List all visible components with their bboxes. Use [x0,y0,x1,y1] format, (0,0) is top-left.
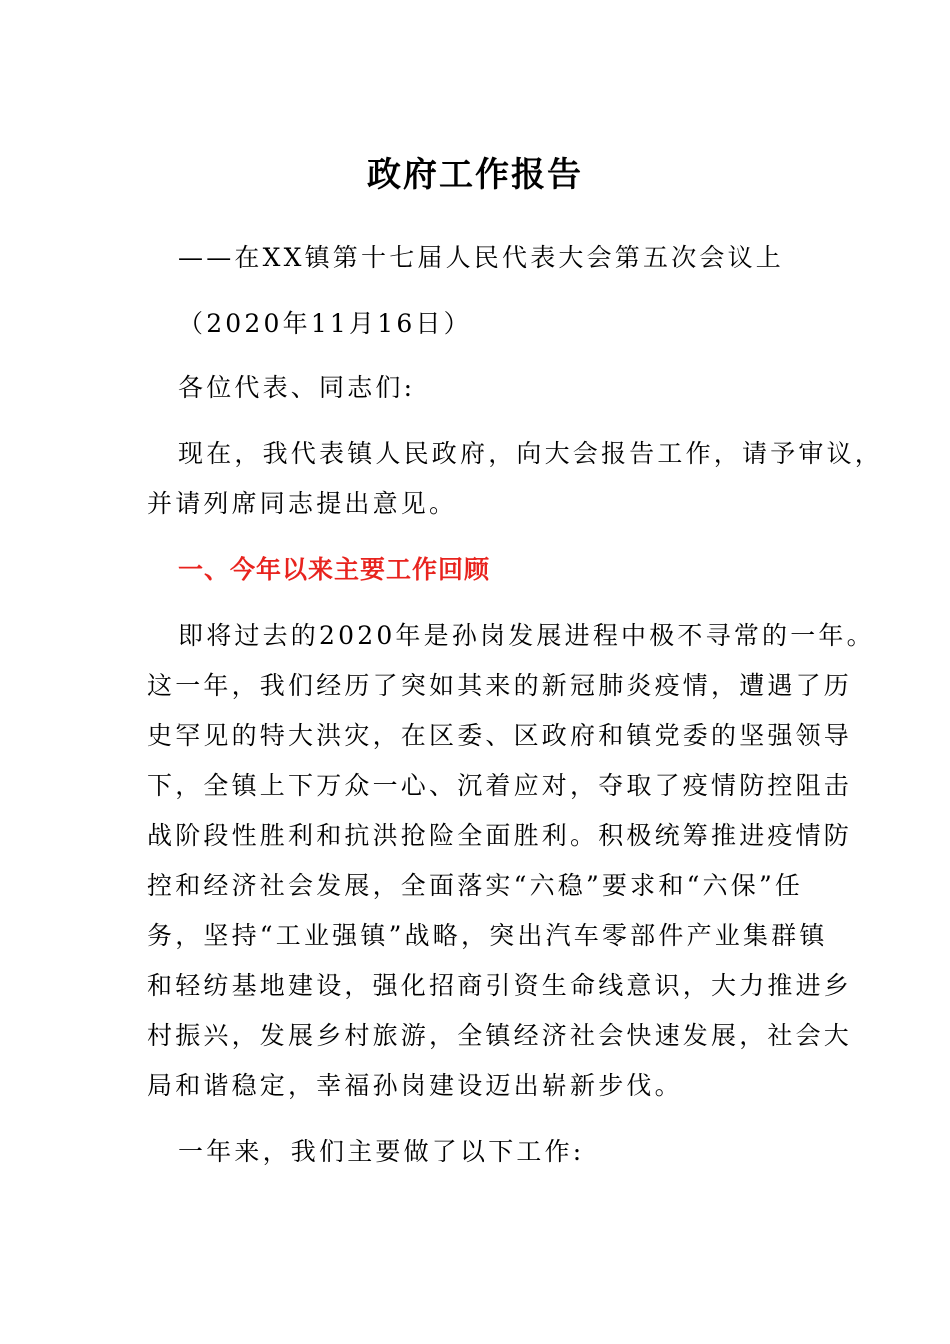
intro-line: 现在，我代表镇人民政府，向大会报告工作，请予审议， [178,439,884,468]
intro-line: 并请列席同志提出意见。 [147,489,458,518]
closing-line: 一年来，我们主要做了以下工作: [178,1137,585,1166]
review-line: 局和谐稳定，幸福孙岗建设迈出崭新步伐。 [147,1071,683,1100]
review-line: 控和经济社会发展，全面落实“六稳”要求和“六保”任 [147,871,804,900]
document-subtitle: ——在XX镇第十七届人民代表大会第五次会议上 [178,243,784,272]
review-line: 战阶段性胜利和抗洪抢险全面胜利。积极统筹推进疫情防 [147,821,853,850]
review-line: 这一年，我们经历了突如其来的新冠肺炎疫情，遭遇了历 [147,671,853,700]
review-line: 即将过去的2020年是孙岗发展进程中极不寻常的一年。 [178,621,875,650]
review-line: 下，全镇上下万众一心、沉着应对，夺取了疫情防控阻击 [147,771,853,800]
document-date: （2020年11月16日） [178,309,472,338]
review-line: 和轻纺基地建设，强化招商引资生命线意识，大力推进乡 [147,971,853,1000]
section-heading: 一、今年以来主要工作回顾 [178,555,491,584]
salutation: 各位代表、同志们: [178,373,416,402]
document-title: 政府工作报告 [367,155,583,195]
review-line: 史罕见的特大洪灾，在区委、区政府和镇党委的坚强领导 [147,721,853,750]
review-line: 村振兴，发展乡村旅游，全镇经济社会快速发展，社会大 [147,1021,853,1050]
review-line: 务，坚持“工业强镇”战略，突出汽车零部件产业集群镇 [147,921,828,950]
